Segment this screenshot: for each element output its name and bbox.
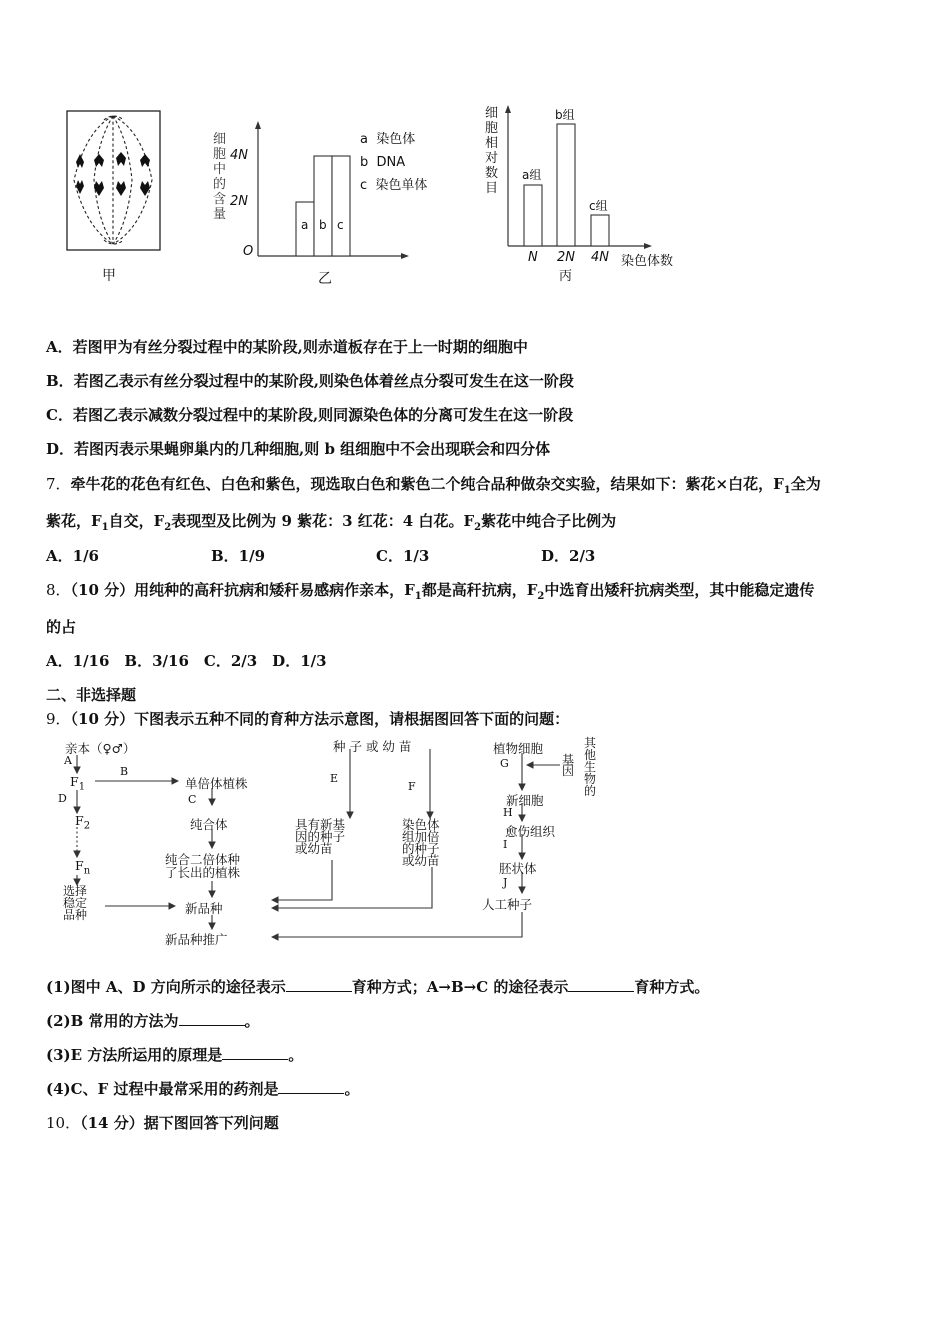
tick-4n: 4N	[230, 148, 248, 163]
label-b: B	[120, 765, 129, 778]
q9-sub1: (1)图中 A、D 方向所示的途径表示 育种方式；A→B→C 的途径表示 育种方式。	[46, 978, 710, 996]
figure-yi-caption: 乙	[318, 271, 332, 287]
node-artificial-seed: 人工种子	[482, 897, 533, 912]
cell-division-figure	[66, 110, 166, 255]
q10-stem: 10．（14 分）据下图回答下列问题	[46, 1114, 279, 1132]
q8-options: A．1/16 B．3/16 C．2/3 D．1/3	[46, 652, 327, 670]
q8-line1: 8．（10 分）用纯种的高秆抗病和矮秆易感病作亲本，$F_1$都是高秆抗病，$F_2$中选育出矮秆抗病类型，其中能稳定遗传	[46, 581, 815, 602]
label-d: D	[58, 792, 67, 805]
ylabel-char: 的	[213, 177, 227, 192]
figure-yi	[205, 118, 455, 288]
ylabel-char: 量	[213, 207, 227, 222]
node-new-variety: 新品种	[185, 901, 223, 916]
bar-label-a: a	[301, 218, 309, 232]
figure-bing-caption: 丙	[559, 269, 573, 284]
q6-option-b: B．若图乙表示有丝分裂过程中的某阶段,则染色体着丝点分裂可发生在这一阶段	[46, 372, 574, 390]
xtick-4n: 4N	[591, 250, 609, 265]
node-gene: 基 因	[562, 753, 575, 778]
answer-blank[interactable]	[286, 979, 352, 992]
ylabel-char: 胞	[213, 147, 227, 162]
answer-blank[interactable]	[179, 1013, 245, 1026]
node-embryoid: 胚状体	[499, 861, 537, 876]
section-title: 二、非选择题	[46, 686, 137, 704]
ylabel-char: 含	[213, 192, 227, 207]
node-diploid: 纯合二倍体种 了长出的植株	[165, 852, 241, 880]
node-fn: $F_n$	[75, 858, 91, 877]
node-pure: 纯合体	[190, 817, 228, 832]
q6-option-d: D．若图丙表示果蝇卵巢内的几种细胞,则 b 组细胞中不会出现联会和四分体	[46, 440, 551, 458]
ylabel-char: 数	[485, 166, 499, 181]
label-j: J	[503, 876, 508, 889]
origin-label: O	[243, 244, 254, 259]
answer-blank[interactable]	[222, 1047, 288, 1060]
label-group-b: b组	[555, 108, 575, 122]
figure-jia	[66, 110, 166, 285]
xlabel: 染色体数	[621, 254, 674, 269]
figure-bing-ylabel	[485, 106, 499, 196]
q9-sub2: (2)B 常用的方法为 。	[46, 1012, 260, 1030]
other-char: 生	[584, 760, 597, 774]
q9-stem: 9．（10 分）下图表示五种不同的育种方法示意图，请根据图回答下面的问题：	[46, 710, 570, 728]
node-new-cell: 新细胞	[506, 793, 544, 808]
bar-label-c: c	[337, 218, 344, 232]
bar-group-b	[557, 124, 575, 246]
label-h: H	[503, 806, 513, 819]
breeding-diagram	[50, 735, 610, 950]
bar-group-c	[591, 215, 609, 246]
q7-options: A．1/6 B．1/9 C．1/3 D．2/3	[46, 547, 596, 565]
q8-line2: 的占	[46, 618, 77, 636]
figure-jia-caption: 甲	[102, 268, 116, 284]
node-f2: $F_2$	[75, 813, 91, 832]
legend: a 染色体 b DNA c 染色单体	[360, 132, 428, 193]
ylabel-char: 目	[485, 181, 499, 196]
node-plant-cell: 植物细胞	[493, 741, 544, 756]
q9-sub3: (3)E 方法所运用的原理是 。	[46, 1046, 304, 1064]
q9-sub4: (4)C、F 过程中最常采用的药剂是 。	[46, 1080, 360, 1098]
label-c: C	[188, 793, 197, 806]
other-char: 物	[584, 772, 597, 786]
bar-b	[314, 156, 332, 256]
other-char: 他	[584, 748, 597, 762]
answer-blank[interactable]	[278, 1081, 344, 1094]
label-i: I	[503, 838, 508, 851]
node-polyploid: 染色体 组加倍 的种子 或幼苗	[402, 817, 440, 868]
bar-c	[332, 156, 350, 256]
bar-label-b: b	[319, 218, 327, 232]
tick-2n: 2N	[230, 194, 248, 209]
other-char: 的	[584, 784, 597, 798]
q7-line1: 7．牵牛花的花色有红色、白色和紫色，现选取白色和紫色二个纯合品种做杂交实验，结果如下：紫花×白花，$F_1$全为	[46, 475, 821, 496]
label-a: A	[64, 754, 72, 767]
other-char: 其	[584, 736, 597, 750]
node-f1: $F_1$	[70, 774, 86, 793]
q7-line2: 紫花，$F_1$自交，$F_2$表现型及比例为 9 紫花：3 红花：4 白花。$F_2$紫花中纯合子比例为	[46, 512, 617, 533]
ylabel-char: 对	[485, 151, 499, 166]
node-select: 选择 稳定 品种	[63, 884, 88, 922]
node-promote: 新品种推广	[165, 932, 228, 947]
label-group-c: c组	[589, 199, 608, 213]
q6-option-a: A．若图甲为有丝分裂过程中的某阶段,则赤道板存在于上一时期的细胞中	[46, 338, 528, 356]
node-haploid: 单倍体植株	[185, 776, 248, 791]
answer-blank[interactable]	[568, 979, 634, 992]
node-other-organism	[584, 737, 598, 797]
q6-option-c: C．若图乙表示减数分裂过程中的某阶段,则同源染色体的分离可发生在这一阶段	[46, 406, 574, 424]
ylabel-char: 中	[213, 162, 227, 177]
label-f: F	[408, 780, 416, 793]
node-seed: 种 子 或 幼 苗	[333, 739, 412, 754]
node-new-gene: 具有新基 因的种子 或幼苗	[295, 817, 346, 856]
ylabel-char: 细	[485, 106, 499, 121]
label-e: E	[330, 772, 339, 785]
ylabel-char: 胞	[485, 121, 499, 136]
node-callus: 愈伤组织	[505, 824, 556, 839]
figure-bing-chart	[483, 104, 693, 254]
ylabel-char: 相	[485, 136, 499, 151]
bar-group-a	[524, 185, 542, 246]
xtick-2n: 2N	[557, 250, 575, 265]
label-g: G	[500, 757, 509, 770]
node-parent: 亲本（♀♂）	[65, 741, 136, 756]
ylabel-char: 细	[213, 132, 227, 147]
figure-bing	[483, 104, 693, 284]
label-group-a: a组	[522, 168, 542, 182]
xtick-n: N	[528, 250, 538, 265]
